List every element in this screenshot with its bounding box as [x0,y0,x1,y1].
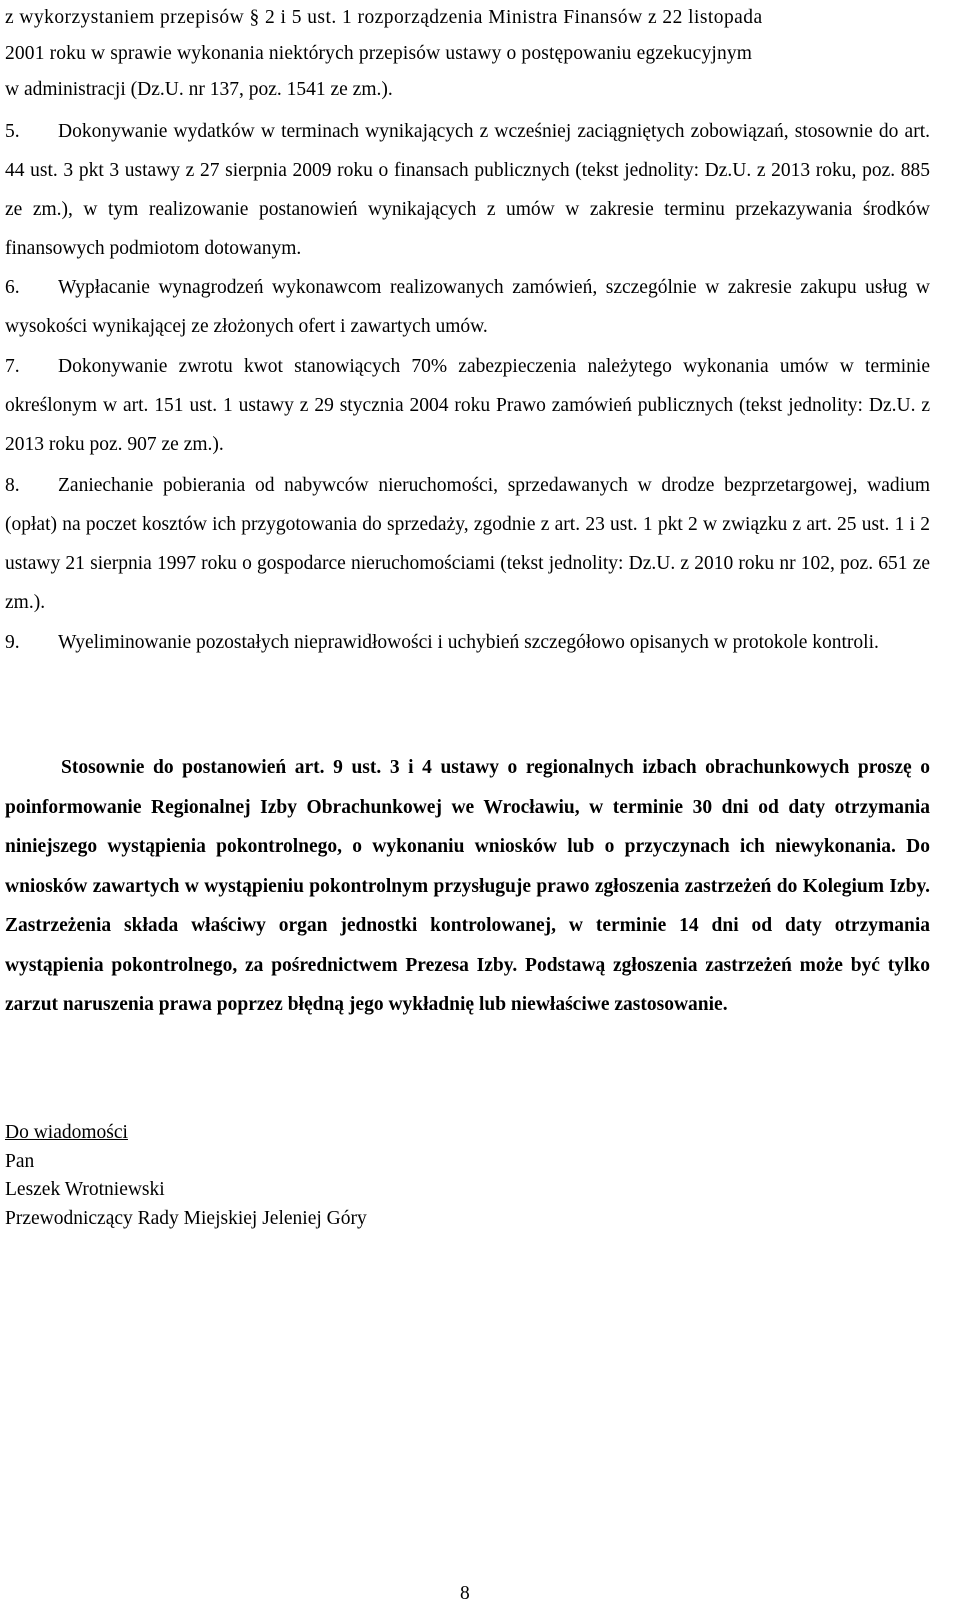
continuation-line: w administracji (Dz.U. nr 137, poz. 1541 ze zm.). [5,79,393,100]
list-item-number: 8. [5,475,20,496]
continuation-line: z wykorzystaniem przepisów § 2 i 5 ust. 1 rozporządzenia Ministra Finansów z 22 listopada [5,7,763,28]
list-item-9 [5,623,930,662]
list-item-8 [5,466,930,622]
list-item-number: 7. [5,356,20,377]
continuation-line: 2001 roku w sprawie wykonania niektórych przepisów ustawy o postępowaniu egzekucyjnym [5,43,753,64]
list-item-number: 9. [5,632,20,653]
list-item-7 [5,347,930,464]
distribution-heading: Do wiadomości [5,1122,128,1143]
recipient-line: Pan [5,1150,35,1172]
list-item-text: Wypłacanie wynagrodzeń wykonawcom realizowanych zamówień, szczególnie w zakresie zakupu usług w wysokości wynikającej ze złożonych ofert i zawartych umów. [5,277,930,337]
list-item-6 [5,268,930,346]
list-item-number: 6. [5,277,20,298]
list-item-text: Dokonywanie wydatków w terminach wynikających z wcześniej zaciągniętych zobowiązań, stosownie do art. 44 ust. 3 pkt 3 ustawy z 27 sierpnia 2009 roku o finansach publicznych (tekst jednolity: Dz.U. z 2013 roku, poz. 885 ze zm.), w tym realizowanie postanowień wynikających z umów w zakresie terminu przekazywania środków finansowych podmiotom dotowanym. [5,121,930,259]
continuation-paragraph [5,0,930,108]
list-item-text: Dokonywanie zwrotu kwot stanowiących 70% zabezpieczenia należytego wykonania umów w terminie określonym w art. 151 ust. 1 ustawy z 29 stycznia 2004 roku Prawo zamówień publicznych (tekst jednolity: Dz.U. z 2013 roku poz. 907 ze zm.). [5,356,930,455]
distribution-list [5,1119,367,1233]
page-number: 8 [460,1583,470,1604]
list-item-5 [5,112,930,268]
list-item-text: Wyeliminowanie pozostałych nieprawidłowości i uchybień szczegółowo opisanych w protokole kontroli. [58,632,879,653]
list-item-text: Zaniechanie pobierania od nabywców nieruchomości, sprzedawanych w drodze bezprzetargowej, wadium (opłat) na poczet kosztów ich przygotowania do sprzedaży, zgodnie z art. 23 ust. 1 pkt 2 w związku z art. 25 ust. 1 i 2 ustawy 21 sierpnia 1997 roku o gospodarce nieruchomościami (tekst jednolity: Dz.U. z 2010 roku nr 102, poz. 651 ze zm.). [5,475,930,613]
list-item-number: 5. [5,121,20,142]
post-inspection-notice: Stosownie do postanowień art. 9 ust. 3 i 4 ustawy o regionalnych izbach obrachunkowych proszę o poinformowanie Regionalnej Izby Obrachunkowej we Wrocławiu, w terminie 30 dni od daty otrzymania niniejszego wystąpienia pokontrolnego, o wykonaniu wniosków lub o przyczynach ich niewykonania. Do wniosków zawartych w wystąpieniu pokontrolnym przysługuje prawo zgłoszenia zastrzeżeń do Kolegium Izby. Zastrzeżenia składa właściwy organ jednostki kontrolowanej, w terminie 14 dni od daty otrzymania wystąpienia pokontrolnego, za pośrednictwem Prezesa Izby. Podstawą zgłoszenia zastrzeżeń może być tylko zarzut naruszenia prawa poprzez błędną jego wykładnię lub niewłaściwe zastosowanie. [5,757,930,1015]
recipient-line: Leszek Wrotniewski [5,1179,165,1200]
recipient-line: Przewodniczący Rady Miejskiej Jeleniej Góry [5,1207,367,1229]
